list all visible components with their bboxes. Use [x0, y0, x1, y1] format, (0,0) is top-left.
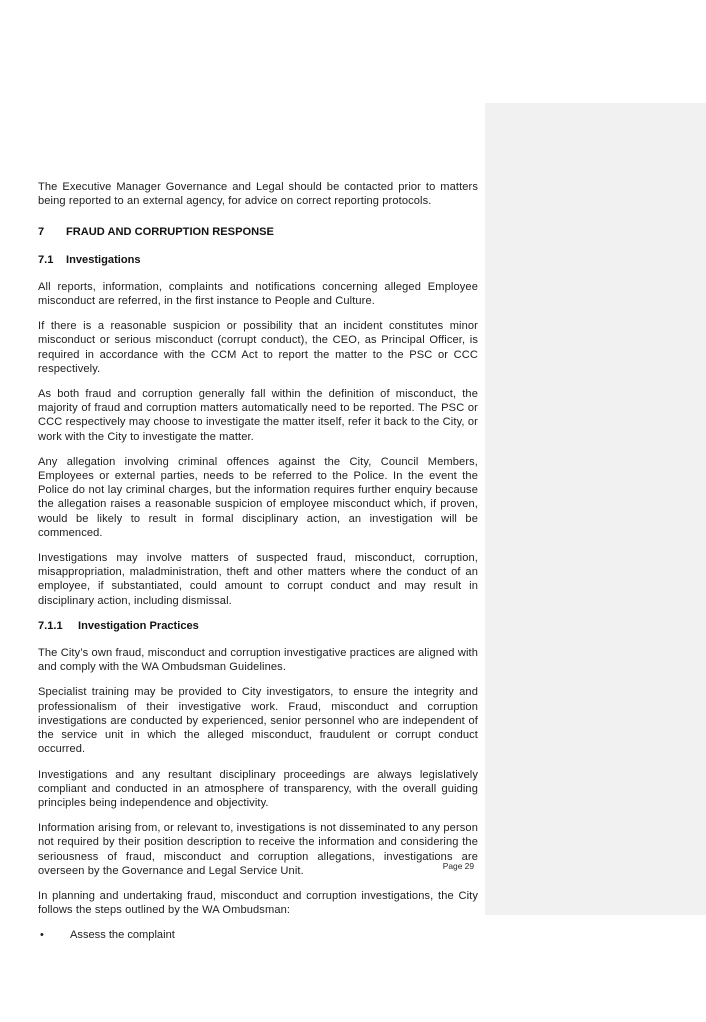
- paragraph-all-reports: All reports, information, complaints and notifications concerning alleged Employee misconduct are referred, in the first instance to People and Culture.: [38, 280, 478, 308]
- paragraph-criminal-offences: Any allegation involving criminal offences against the City, Council Members, Employees or external parties, needs to be referred to the Police. In the event the Police do not lay criminal charges, but the information requires further enquiry because the allegation raises a reasonable suspicion of employee misconduct which, if proven, would be likely to result in formal disciplinary action, an investigation will be commenced.: [38, 455, 478, 539]
- paragraph-fraud-corruption-misconduct: As both fraud and corruption generally fall within the definition of misconduct, the majority of fraud and corruption matters automatically need to be reported. The PSC or CCC respectively may choose to investigate the matter itself, refer it back to the City, or work with the City to investigate the matter.: [38, 388, 478, 443]
- paragraph-planning-undertaking: In planning and undertaking fraud, misconduct and corruption investigations, the City follows the steps outlined by the WA Ombudsman:: [38, 889, 478, 917]
- list-item: [38, 928, 478, 942]
- document-body: [38, 180, 478, 947]
- paragraph-disciplinary-proceedings: Investigations and any resultant disciplinary proceedings are always legislatively compliant and conducted in an atmosphere of transparency, with the overall guiding principles being independence and objectivity.: [38, 768, 478, 809]
- list-item-label: Assess the complaint: [70, 929, 175, 942]
- paragraph-city-own-practices: The City’s own fraud, misconduct and corruption investigative practices are aligned with and comply with the WA Ombudsman Guidelines.: [38, 647, 478, 674]
- heading-investigation-practices: [38, 619, 478, 633]
- heading-number: 7.1: [38, 253, 54, 266]
- heading-number: 7.1.1: [38, 619, 63, 632]
- paragraph-executive-manager: The Executive Manager Governance and Legal should be contacted prior to matters being reported to an external agency, for advice on correct reporting protocols.: [38, 181, 478, 208]
- list-ombudsman-steps: [38, 928, 478, 942]
- bullet-icon: •: [40, 929, 44, 942]
- heading-title: Investigation Practices: [78, 619, 199, 632]
- paragraph-information-dissemination: Information arising from, or relevant to, investigations is not disseminated to any person not required by their position description to receive the information and considering the seriousness of fraud, misconduct and corruption allegations, investigations are overseen by the Governance and Legal Service Unit.: [38, 822, 478, 877]
- paragraph-investigations-may-involve: Investigations may involve matters of suspected fraud, misconduct, corruption, misappropriation, maladministration, theft and other matters where the conduct of an employee, if substantiated, could amount to corrupt conduct and may result in disciplinary action, including dismissal.: [38, 552, 478, 607]
- heading-fraud-and-corruption-response: [38, 225, 478, 239]
- heading-title: Investigations: [66, 253, 141, 266]
- paragraph-reasonable-suspicion: If there is a reasonable suspicion or possibility that an incident constitutes minor misconduct or serious misconduct (corrupt conduct), the CEO, as Principal Officer, is required in accordance with the CCM Act to report the matter to the PSC or CCC respectively.: [38, 320, 478, 375]
- heading-investigations: [38, 253, 478, 267]
- heading-title: FRAUD AND CORRUPTION RESPONSE: [66, 226, 274, 239]
- page-footer: Page 29: [442, 861, 474, 871]
- paragraph-specialist-training: Specialist training may be provided to City investigators, to ensure the integrity and professionalism of their investigative work. Fraud, misconduct and corruption investigations are conducted by experienced, senior personnel who are independent of the service unit in which the alleged misconduct, fraudulent or corrupt conduct occurred.: [38, 686, 478, 756]
- heading-number: 7: [38, 226, 45, 239]
